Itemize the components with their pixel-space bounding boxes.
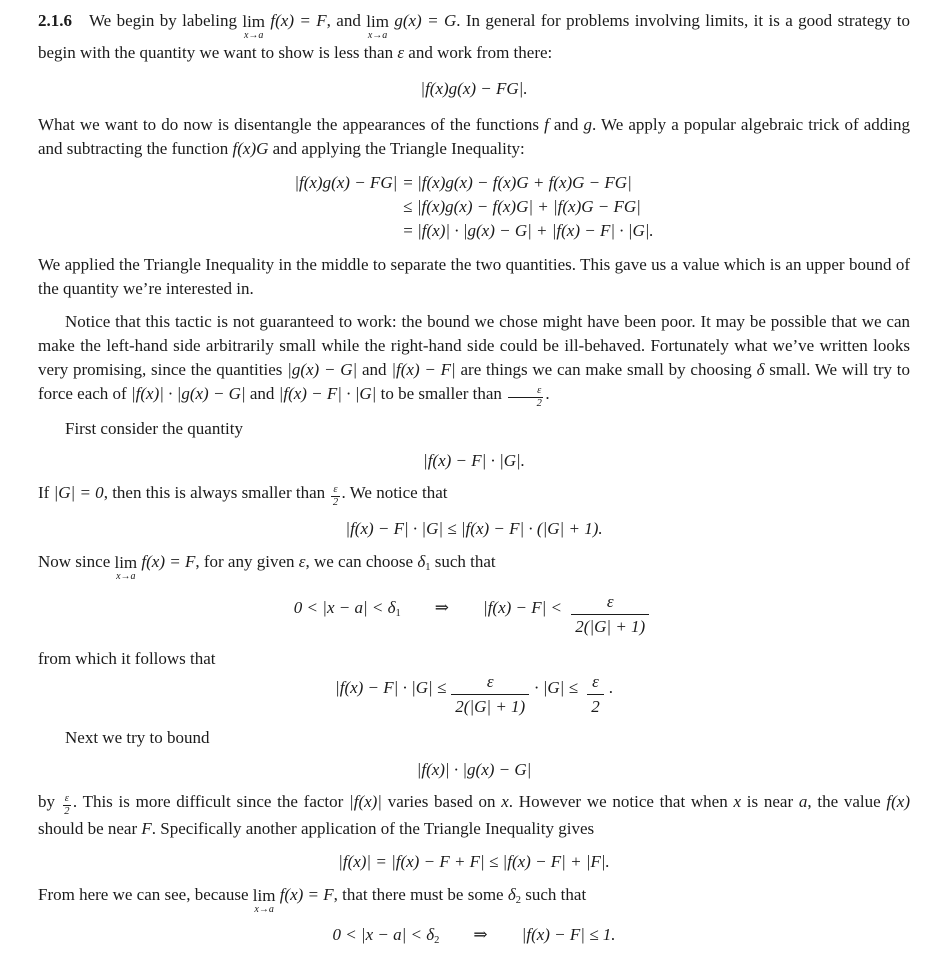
fraction: $\frac{\varepsilon}{2(|G| + 1)}$	[451, 671, 529, 718]
equation-epsilon-half-bound: |f(x) − F| · |G| ≤ $\frac{\varepsilon}{2(|G| + 1)}$ · |G| ≤ $\frac{\varepsilon}{2}$ .	[335, 672, 613, 716]
equation-delta2-implication: $0 < |x - a| < \delta_2$ ⇒ |f(x) − F| ≤ 1.	[332, 925, 616, 946]
fraction: $\frac{\varepsilon}{2}$	[587, 671, 604, 718]
paragraph-f-near-F: by $\frac{\varepsilon}{2}$ . This is more difficult since the factor |f(x)| varies based on x. However we notice that when x is near a, the value f(x) should be near F. Specifically another application of the Triangle Inequality gives	[38, 792, 911, 838]
paragraph-follows: from which it follows that	[38, 649, 216, 668]
equation-target-quantity: |f(x)g(x) − FG|.	[420, 79, 528, 98]
equation-second-quantity: |f(x)| · |g(x) − G|	[416, 760, 532, 779]
paragraph-choose-delta1: Now since lim x→a f(x) = F, for any given ε, we can choose $\delta_1$ such that	[38, 552, 496, 582]
equation-triangle-f-bound: |f(x)| = |f(x) − F + F| ≤ |f(x) − F| + |F|.	[338, 852, 610, 871]
equation-delta1-implication: $0 < |x - a| < \delta_1$ ⇒ |f(x) − F| < $\frac{\varepsilon}{2(|G| + 1)}$	[38, 591, 910, 638]
limit-notation: lim x→a	[114, 553, 138, 582]
equation-rhs: = |f(x)g(x) − f(x)G + f(x)G − FG|	[403, 173, 632, 192]
equation-triangle-derivation	[38, 171, 910, 243]
fraction: $\frac{\varepsilon}{2}$	[508, 386, 543, 409]
fraction: $\frac{\varepsilon}{2}$	[332, 484, 339, 508]
document-page	[38, 9, 910, 953]
limit-notation: lim x→a	[252, 886, 276, 915]
limit-notation: lim x→a	[366, 12, 389, 41]
equation-bound-g-plus-one: |f(x) − F| · |G| ≤ |f(x) − F| · (|G| + 1).	[345, 519, 603, 538]
equation-rhs: ≤ |f(x)g(x) − f(x)G| + |f(x)G − FG|	[403, 197, 641, 216]
equation-rhs: = |f(x)| · |g(x) − G| + |f(x) − F| · |G|.	[403, 221, 654, 240]
paragraph-first-consider: First consider the quantity	[65, 419, 244, 438]
fraction: $\frac{\varepsilon}{2(|G| + 1)}$	[571, 591, 649, 638]
paragraph-tactic-warning: Notice that this tactic is not guaranteed to work: the bound we chose might have been poor. It may be possible that we can make the left-hand side arbitrarily small while the right-hand side could be ill-behaved. Fortunately what we’ve written looks very promising, since the quantities |g(x) − G| and |f(x) − F| are things we can make small by choosing δ small. We will try to force each of |f(x)| · |g(x) − G| and |f(x) − F| · |G| to be smaller than $\frac{\varepsilon}{2}$ .	[38, 312, 911, 409]
limit-notation: lim x→a	[242, 12, 266, 41]
paragraph-choose-delta2: From here we can see, because lim x→a f(x) = F, that there must be some $\delta_2$ such that	[38, 885, 587, 915]
equation-lhs	[294, 219, 397, 243]
paragraph-next-bound: Next we try to bound	[65, 728, 210, 747]
equation-lhs: |f(x)g(x) − FG|	[294, 173, 398, 192]
paragraph-g-zero-case: If |G| = 0, then this is always smaller than $\frac{\varepsilon}{2}$ . We notice that	[38, 483, 448, 508]
equation-lhs	[294, 195, 397, 219]
equation-first-quantity: |f(x) − F| · |G|.	[423, 451, 525, 470]
paragraph-triangle-explanation: We applied the Triangle Inequality in the middle to separate the two quantities. This gave us a value which is an upper bound of the quantity we’re interested in.	[38, 255, 910, 298]
paragraph-disentangle: What we want to do now is disentangle the appearances of the functions f and g. We apply a popular algebraic trick of adding and subtracting the function f(x)G and applying the Triangle Inequality:	[38, 115, 910, 158]
paragraph-intro: 2.1.6 We begin by labeling lim x→a f(x) = F, and lim x→a g(x) = G. In general for problems involving limits, it is a good strategy to begin with the quantity we want to show is less than ε and work from there:	[38, 11, 911, 62]
fraction: $\frac{\varepsilon}{2}$	[64, 793, 70, 817]
